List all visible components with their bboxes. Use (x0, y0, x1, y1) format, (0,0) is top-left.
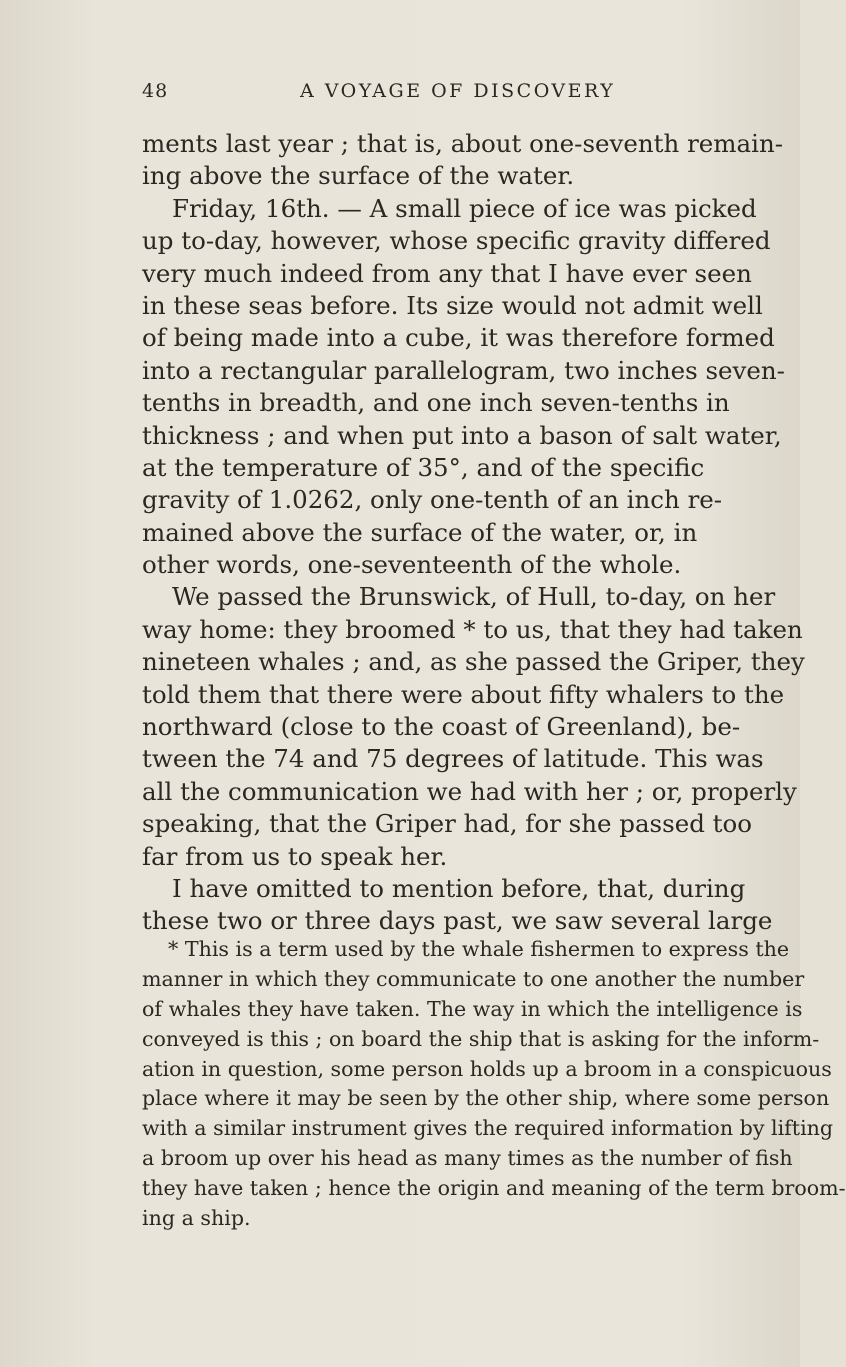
text-line: all the communication we had with her ; or, properly (142, 776, 797, 806)
text-line: nineteen whales ; and, as she passed the Griper, they (142, 647, 805, 677)
text-line: speaking, that the Griper had, for she passed too (142, 809, 753, 839)
text-line: I have omitted to mention before, that, during (172, 873, 746, 903)
footnote-line: with a similar instrument gives the required information by lifting (142, 1116, 834, 1141)
text-line: northward (close to the coast of Greenland), be- (142, 712, 741, 742)
text-line: way home: they broomed * to us, that they had taken (142, 614, 803, 644)
footnote-line: ation in question, some person holds up a broom in a conspicuous (142, 1056, 832, 1081)
footnote-line: they have taken ; hence the origin and meaning of the term broom- (142, 1176, 846, 1201)
text-line: gravity of 1.0262, only one-tenth of an inch re- (142, 485, 723, 515)
footnote-line: * This is a term used by the whale fishermen to express the (168, 937, 790, 961)
text-line: tween the 74 and 75 degrees of latitude. This was (142, 744, 764, 774)
text-line: into a rectangular parallelogram, two inches seven- (142, 355, 785, 385)
text-line: mained above the surface of the water, or, in (142, 517, 698, 547)
footnote-line: of whales they have taken. The way in which the intelligence is (142, 996, 803, 1021)
text-line: We passed the Brunswick, of Hull, to-day, on her (172, 582, 776, 612)
text-line: very much indeed from any that I have ever seen (142, 258, 752, 288)
text-line: told them that there were about fifty whalers to the (142, 679, 785, 709)
footnote-line: place where it may be seen by the other ship, where some person (142, 1086, 830, 1111)
text-line: thickness ; and when put into a bason of salt water, (142, 420, 782, 450)
text-line: Friday, 16th. — A small piece of ice was picked (172, 193, 757, 223)
footnote-line: conveyed is this ; on board the ship that is asking for the inform- (142, 1026, 820, 1051)
text-line: ments last year ; that is, about one-seventh remain- (142, 129, 784, 158)
page-header (142, 80, 662, 110)
text-line: up to-day, however, whose specific gravity differed (142, 226, 771, 256)
text-line: other words, one-seventeenth of the whole. (142, 550, 682, 580)
page-number: 48 (142, 80, 169, 102)
text-line: tenths in breadth, and one inch seven-tenths in (142, 388, 730, 418)
text-line: of being made into a cube, it was therefore formed (142, 323, 775, 353)
text-line: ing above the surface of the water. (142, 161, 575, 191)
text-line: these two or three days past, we saw several large (142, 906, 773, 936)
text-line: far from us to speak her. (142, 841, 448, 871)
text-line: at the temperature of 35°, and of the specific (142, 452, 705, 482)
footnote (142, 935, 846, 1234)
footnote-line: manner in which they communicate to one another the number (142, 966, 805, 991)
text-line: in these seas before. Its size would not admit well (142, 290, 763, 320)
running-title: A VOYAGE OF DISCOVERY (300, 80, 616, 102)
body-text (142, 128, 805, 938)
footnote-line: ing a ship. (142, 1206, 251, 1231)
footnote-line: a broom up over his head as many times as the number of fish (142, 1146, 793, 1171)
